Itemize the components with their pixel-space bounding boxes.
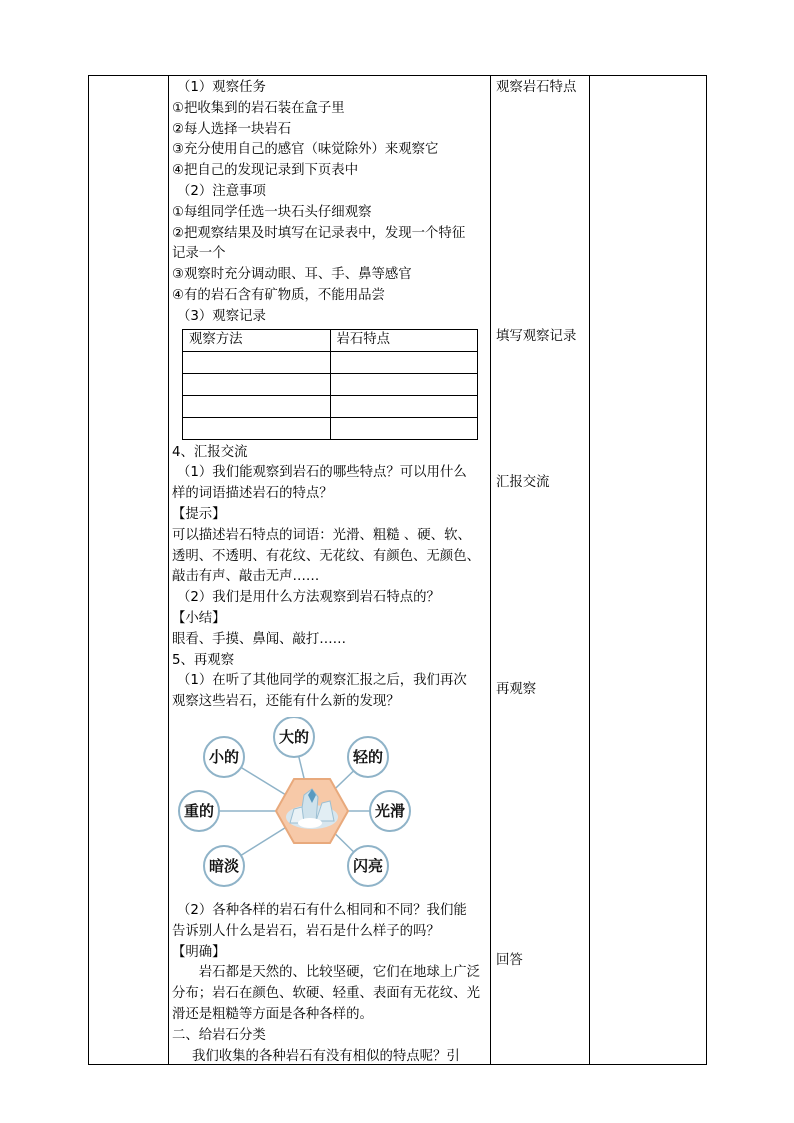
- text-line: 记录一个: [172, 246, 226, 262]
- text-line: （1）我们能观察到岩石的哪些特点？可以用什么: [177, 465, 467, 481]
- rock-feature-diagram: [172, 717, 490, 897]
- text-line: 【提示】: [172, 506, 226, 522]
- text-line: 眼看、手摸、鼻闻、敲打……: [172, 631, 347, 647]
- table-header-feature: 岩石特点: [330, 329, 478, 351]
- text-line: 样的词语描述岩石的特点？: [172, 486, 333, 502]
- table-row: [183, 373, 478, 395]
- table-row: [183, 417, 478, 439]
- text-line: 二、给岩石分类: [172, 1027, 266, 1043]
- text-line: （1）在听了其他同学的观察汇报之后，我们再次: [177, 673, 467, 689]
- text-line: 敲击有声、敲击无声……: [172, 569, 320, 585]
- observation-task-section: [172, 78, 490, 328]
- text-line: （2）各种各样的岩石有什么相同和不同？我们能: [177, 902, 467, 918]
- side-label-answer: 回答: [496, 953, 523, 968]
- table-row: [183, 395, 478, 417]
- text-line: 可以描述岩石特点的词语：光滑、粗糙 、硬、软、: [172, 527, 471, 543]
- observation-record-table: [182, 329, 478, 440]
- side-label-record: 填写观察记录: [496, 329, 577, 344]
- text-line: 5、再观察: [172, 652, 235, 668]
- classification-section: [172, 1026, 490, 1068]
- text-line: （1）观察任务: [177, 80, 266, 95]
- text-line: 【明确】: [172, 944, 226, 960]
- text-line: 【小结】: [172, 610, 226, 626]
- text-line: ④有的岩石含有矿物质，不能用品尝: [172, 287, 385, 303]
- text-line: 告诉别人什么是岩石，岩石是什么样子的吗？: [172, 923, 440, 939]
- side-label-observe: 观察岩石特点: [496, 80, 577, 95]
- text-line: 我们收集的各种岩石有没有相似的特点呢？引: [192, 1048, 460, 1064]
- lesson-table: [88, 75, 707, 1065]
- column-divider-1: [168, 76, 169, 1064]
- table-row: [183, 351, 478, 373]
- feature-label: 轻的: [352, 747, 384, 766]
- table-header-method: 观察方法: [183, 329, 331, 351]
- feature-label: 小的: [208, 747, 240, 766]
- text-line: 透明、不透明、有花纹、无花纹、有颜色、无颜色、: [172, 548, 480, 564]
- text-line: ②每人选择一块岩石: [172, 121, 292, 137]
- text-line: ③充分使用自己的感官（味觉除外）来观察它: [172, 142, 439, 158]
- side-label-report: 汇报交流: [496, 475, 550, 490]
- text-line: ③观察时充分调动眼、耳、手、鼻等感官: [172, 267, 412, 283]
- text-line: （3）观察记录: [177, 308, 266, 324]
- feature-label: 重的: [183, 801, 215, 820]
- feature-label: 闪亮: [352, 856, 384, 875]
- column-divider-3: [589, 76, 590, 1064]
- text-line: 观察这些岩石，还能有什么新的发现？: [172, 694, 400, 710]
- feature-label: 光滑: [374, 801, 406, 820]
- text-line: 4、汇报交流: [172, 444, 248, 460]
- column-divider-2: [490, 76, 491, 1064]
- feature-label: 大的: [278, 727, 310, 746]
- report-exchange-section: [172, 443, 490, 713]
- conclusion-paragraph: 岩石都是天然的、比较坚硬，它们在地球上广泛分布；岩石在颜色、软硬、轻重、表面有无花纹、光滑还是粗糙等方面是各种各样的。: [172, 965, 480, 1022]
- text-line: （2）注意事项: [177, 183, 266, 199]
- text-line: ①每组同学任选一块石头仔细观察: [172, 204, 372, 220]
- diagram-graphic: [172, 717, 490, 897]
- teaching-content: [172, 78, 490, 1067]
- text-line: ①把收集到的岩石装在盒子里: [172, 100, 345, 116]
- comparison-question-section: [172, 901, 490, 963]
- text-line: （2）我们是用什么方法观察到岩石特点的？: [177, 590, 440, 606]
- text-line: ④把自己的发现记录到下页表中: [172, 163, 359, 179]
- text-line: ②把观察结果及时填写在记录表中，发现一个特征: [172, 225, 466, 241]
- feature-label: 暗淡: [208, 856, 240, 875]
- side-label-reobserve: 再观察: [496, 682, 537, 697]
